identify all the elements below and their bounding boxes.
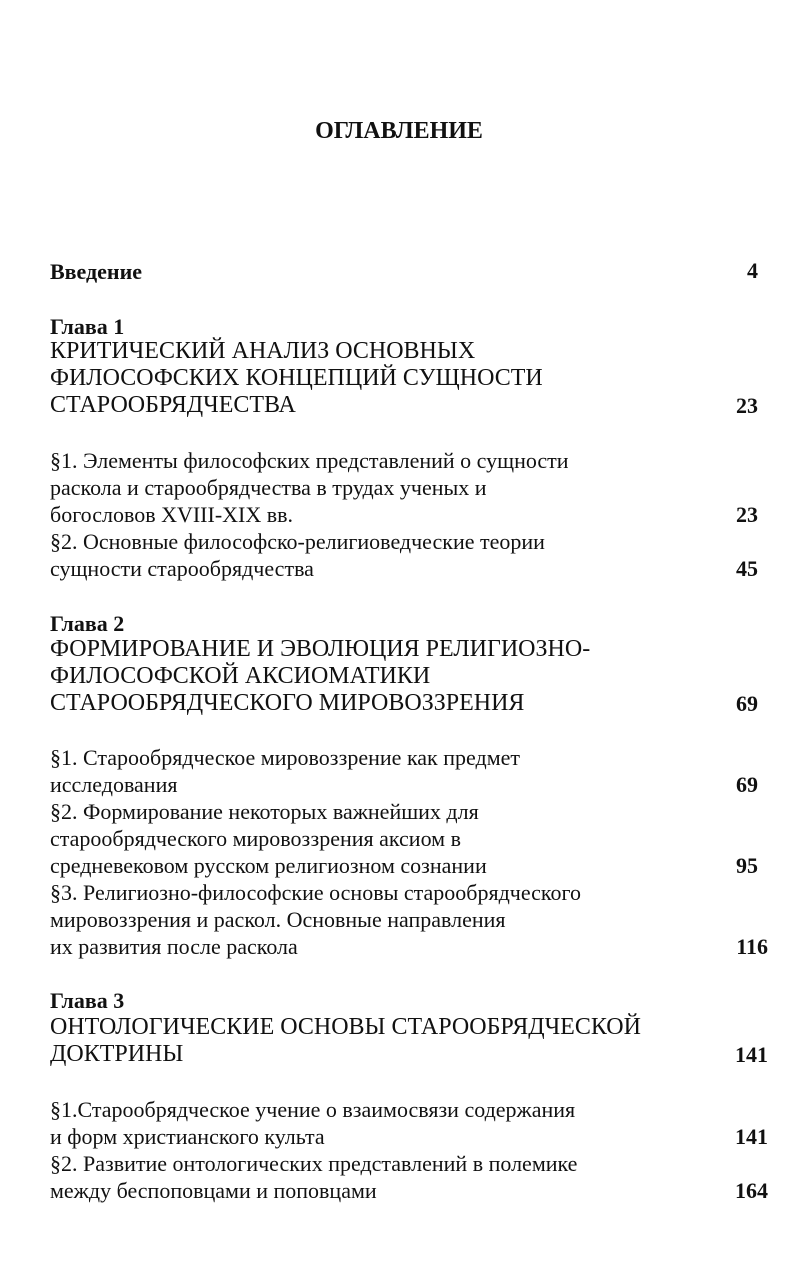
chapter3-section2-line[interactable]: между беспоповцами и поповцами (50, 1178, 377, 1203)
intro-page: 4 (747, 258, 758, 283)
intro-label[interactable]: Введение (50, 259, 143, 284)
chapter1-section2-page: 45 (736, 556, 758, 581)
chapter2-section2-line[interactable]: средневековом русском религиозном сознании (50, 853, 487, 878)
chapter1-label: Глава 1 (50, 314, 125, 339)
chapter2-section3-page: 116 (736, 934, 768, 959)
chapter2-section2-page: 95 (736, 853, 758, 878)
chapter2-section2-line[interactable]: старообрядческого мировоззрения аксиом в (50, 826, 461, 851)
chapter3-section1-line[interactable]: §1.Старообрядческое учение о взаимосвязи содержания (50, 1097, 576, 1122)
chapter1-section1-page: 23 (736, 502, 758, 527)
chapter3-label: Глава 3 (50, 988, 125, 1013)
chapter1-page: 23 (736, 393, 758, 418)
chapter3-title-line[interactable]: ОНТОЛОГИЧЕСКИЕ ОСНОВЫ СТАРООБРЯДЧЕСКОЙ (50, 1014, 641, 1040)
chapter2-section1-line[interactable]: исследования (50, 772, 178, 797)
chapter2-section2-line[interactable]: §2. Формирование некоторых важнейших для (50, 799, 479, 824)
chapter2-title-line[interactable]: ФОРМИРОВАНИЕ И ЭВОЛЮЦИЯ РЕЛИГИОЗНО- (50, 636, 591, 662)
chapter1-title-line[interactable]: СТАРООБРЯДЧЕСТВА (50, 392, 296, 418)
chapter2-section3-line[interactable]: §3. Религиозно-философские основы старообрядческого (50, 880, 581, 905)
chapter2-page: 69 (736, 691, 758, 716)
chapter1-section1-line[interactable]: богословов XVIII-XIX вв. (50, 502, 294, 527)
chapter1-title-line[interactable]: КРИТИЧЕСКИЙ АНАЛИЗ ОСНОВНЫХ (50, 338, 476, 364)
chapter3-section2-line[interactable]: §2. Развитие онтологических представлений в полемике (50, 1151, 578, 1176)
chapter2-section3-line[interactable]: их развития после раскола (50, 934, 298, 959)
page-title: ОГЛАВЛЕНИЕ (315, 118, 483, 144)
chapter2-section1-line[interactable]: §1. Старообрядческое мировоззрение как предмет (50, 745, 520, 770)
chapter1-title-line[interactable]: ФИЛОСОФСКИХ КОНЦЕПЦИЙ СУЩНОСТИ (50, 365, 543, 391)
chapter2-title-line[interactable]: ФИЛОСОФСКОЙ АКСИОМАТИКИ (50, 663, 431, 689)
chapter2-title-line[interactable]: СТАРООБРЯДЧЕСКОГО МИРОВОЗЗРЕНИЯ (50, 690, 525, 716)
chapter3-section1-page: 141 (735, 1124, 768, 1149)
chapter1-section2-line[interactable]: сущности старообрядчества (50, 556, 314, 581)
chapter2-section1-page: 69 (736, 772, 758, 797)
chapter2-label: Глава 2 (50, 611, 125, 636)
chapter3-title-line[interactable]: ДОКТРИНЫ (50, 1041, 184, 1067)
chapter3-section2-page: 164 (735, 1178, 768, 1203)
chapter3-section1-line[interactable]: и форм христианского культа (50, 1124, 325, 1149)
chapter1-section1-line[interactable]: §1. Элементы философских представлений о сущности (50, 448, 569, 473)
chapter2-section3-line[interactable]: мировоззрения и раскол. Основные направления (50, 907, 506, 932)
chapter1-section1-line[interactable]: раскола и старообрядчества в трудах ученых и (50, 475, 487, 500)
chapter3-page: 141 (735, 1042, 768, 1067)
chapter1-section2-line[interactable]: §2. Основные философско-религиоведческие теории (50, 529, 545, 554)
